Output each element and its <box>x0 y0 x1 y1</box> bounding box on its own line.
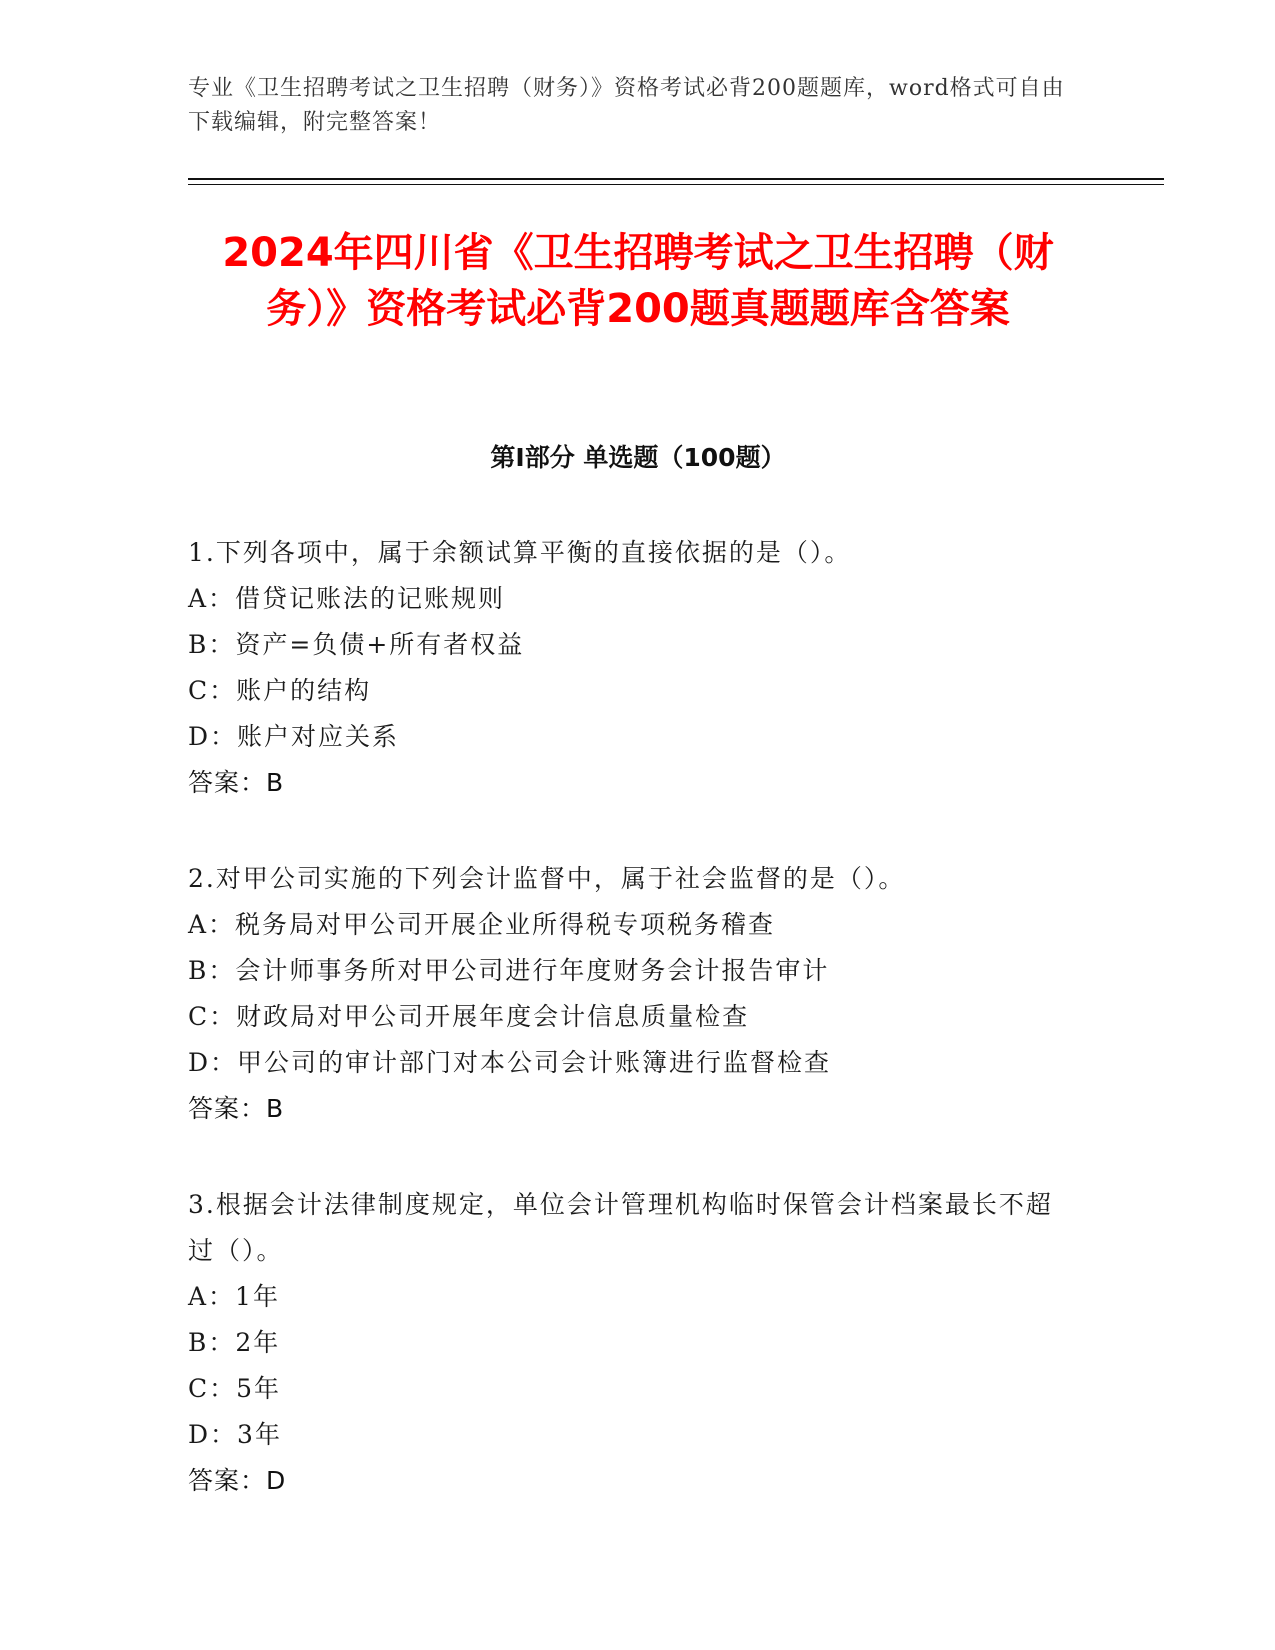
header-note: 专业《卫生招聘考试之卫生招聘（财务）》资格考试必背200题题库，word格式可自由下载编辑，附完整答案！ <box>188 76 1065 135</box>
option-b: B：会计师事务所对甲公司进行年度财务会计报告审计 <box>188 956 830 985</box>
question-1 <box>188 530 1078 806</box>
option-d: D：3年 <box>188 1420 282 1449</box>
question-stem: 2.对甲公司实施的下列会计监督中，属于社会监督的是（）。 <box>188 864 906 893</box>
answer: 答案：B <box>188 1094 285 1123</box>
question-stem: 1.下列各项中，属于余额试算平衡的直接依据的是（）。 <box>188 538 852 567</box>
header-rule-thick <box>188 178 1164 180</box>
option-c: C：账户的结构 <box>188 676 372 705</box>
option-b: B：2年 <box>188 1328 281 1357</box>
option-a: A：1年 <box>188 1282 280 1311</box>
question-2 <box>188 856 1078 1132</box>
question-3 <box>188 1182 1078 1504</box>
option-a: A：借贷记账法的记账规则 <box>188 584 506 613</box>
option-d: D：账户对应关系 <box>188 722 400 751</box>
section-title: 第I部分 单选题（100题） <box>490 443 786 472</box>
answer: 答案：B <box>188 768 285 797</box>
question-list <box>188 530 1078 1554</box>
question-stem: 3.根据会计法律制度规定，单位会计管理机构临时保管会计档案最长不超过（）。 <box>188 1190 1053 1265</box>
header-rule-thin <box>188 184 1164 185</box>
document-title: 2024年四川省《卫生招聘考试之卫生招聘（财务）》资格考试必背200题真题题库含答案 <box>222 230 1054 332</box>
option-d: D：甲公司的审计部门对本公司会计账簿进行监督检查 <box>188 1048 832 1077</box>
option-c: C：5年 <box>188 1374 282 1403</box>
option-a: A：税务局对甲公司开展企业所得税专项税务稽查 <box>188 910 776 939</box>
answer: 答案：D <box>188 1466 287 1495</box>
option-b: B：资产=负债+所有者权益 <box>188 630 525 659</box>
option-c: C：财政局对甲公司开展年度会计信息质量检查 <box>188 1002 750 1031</box>
